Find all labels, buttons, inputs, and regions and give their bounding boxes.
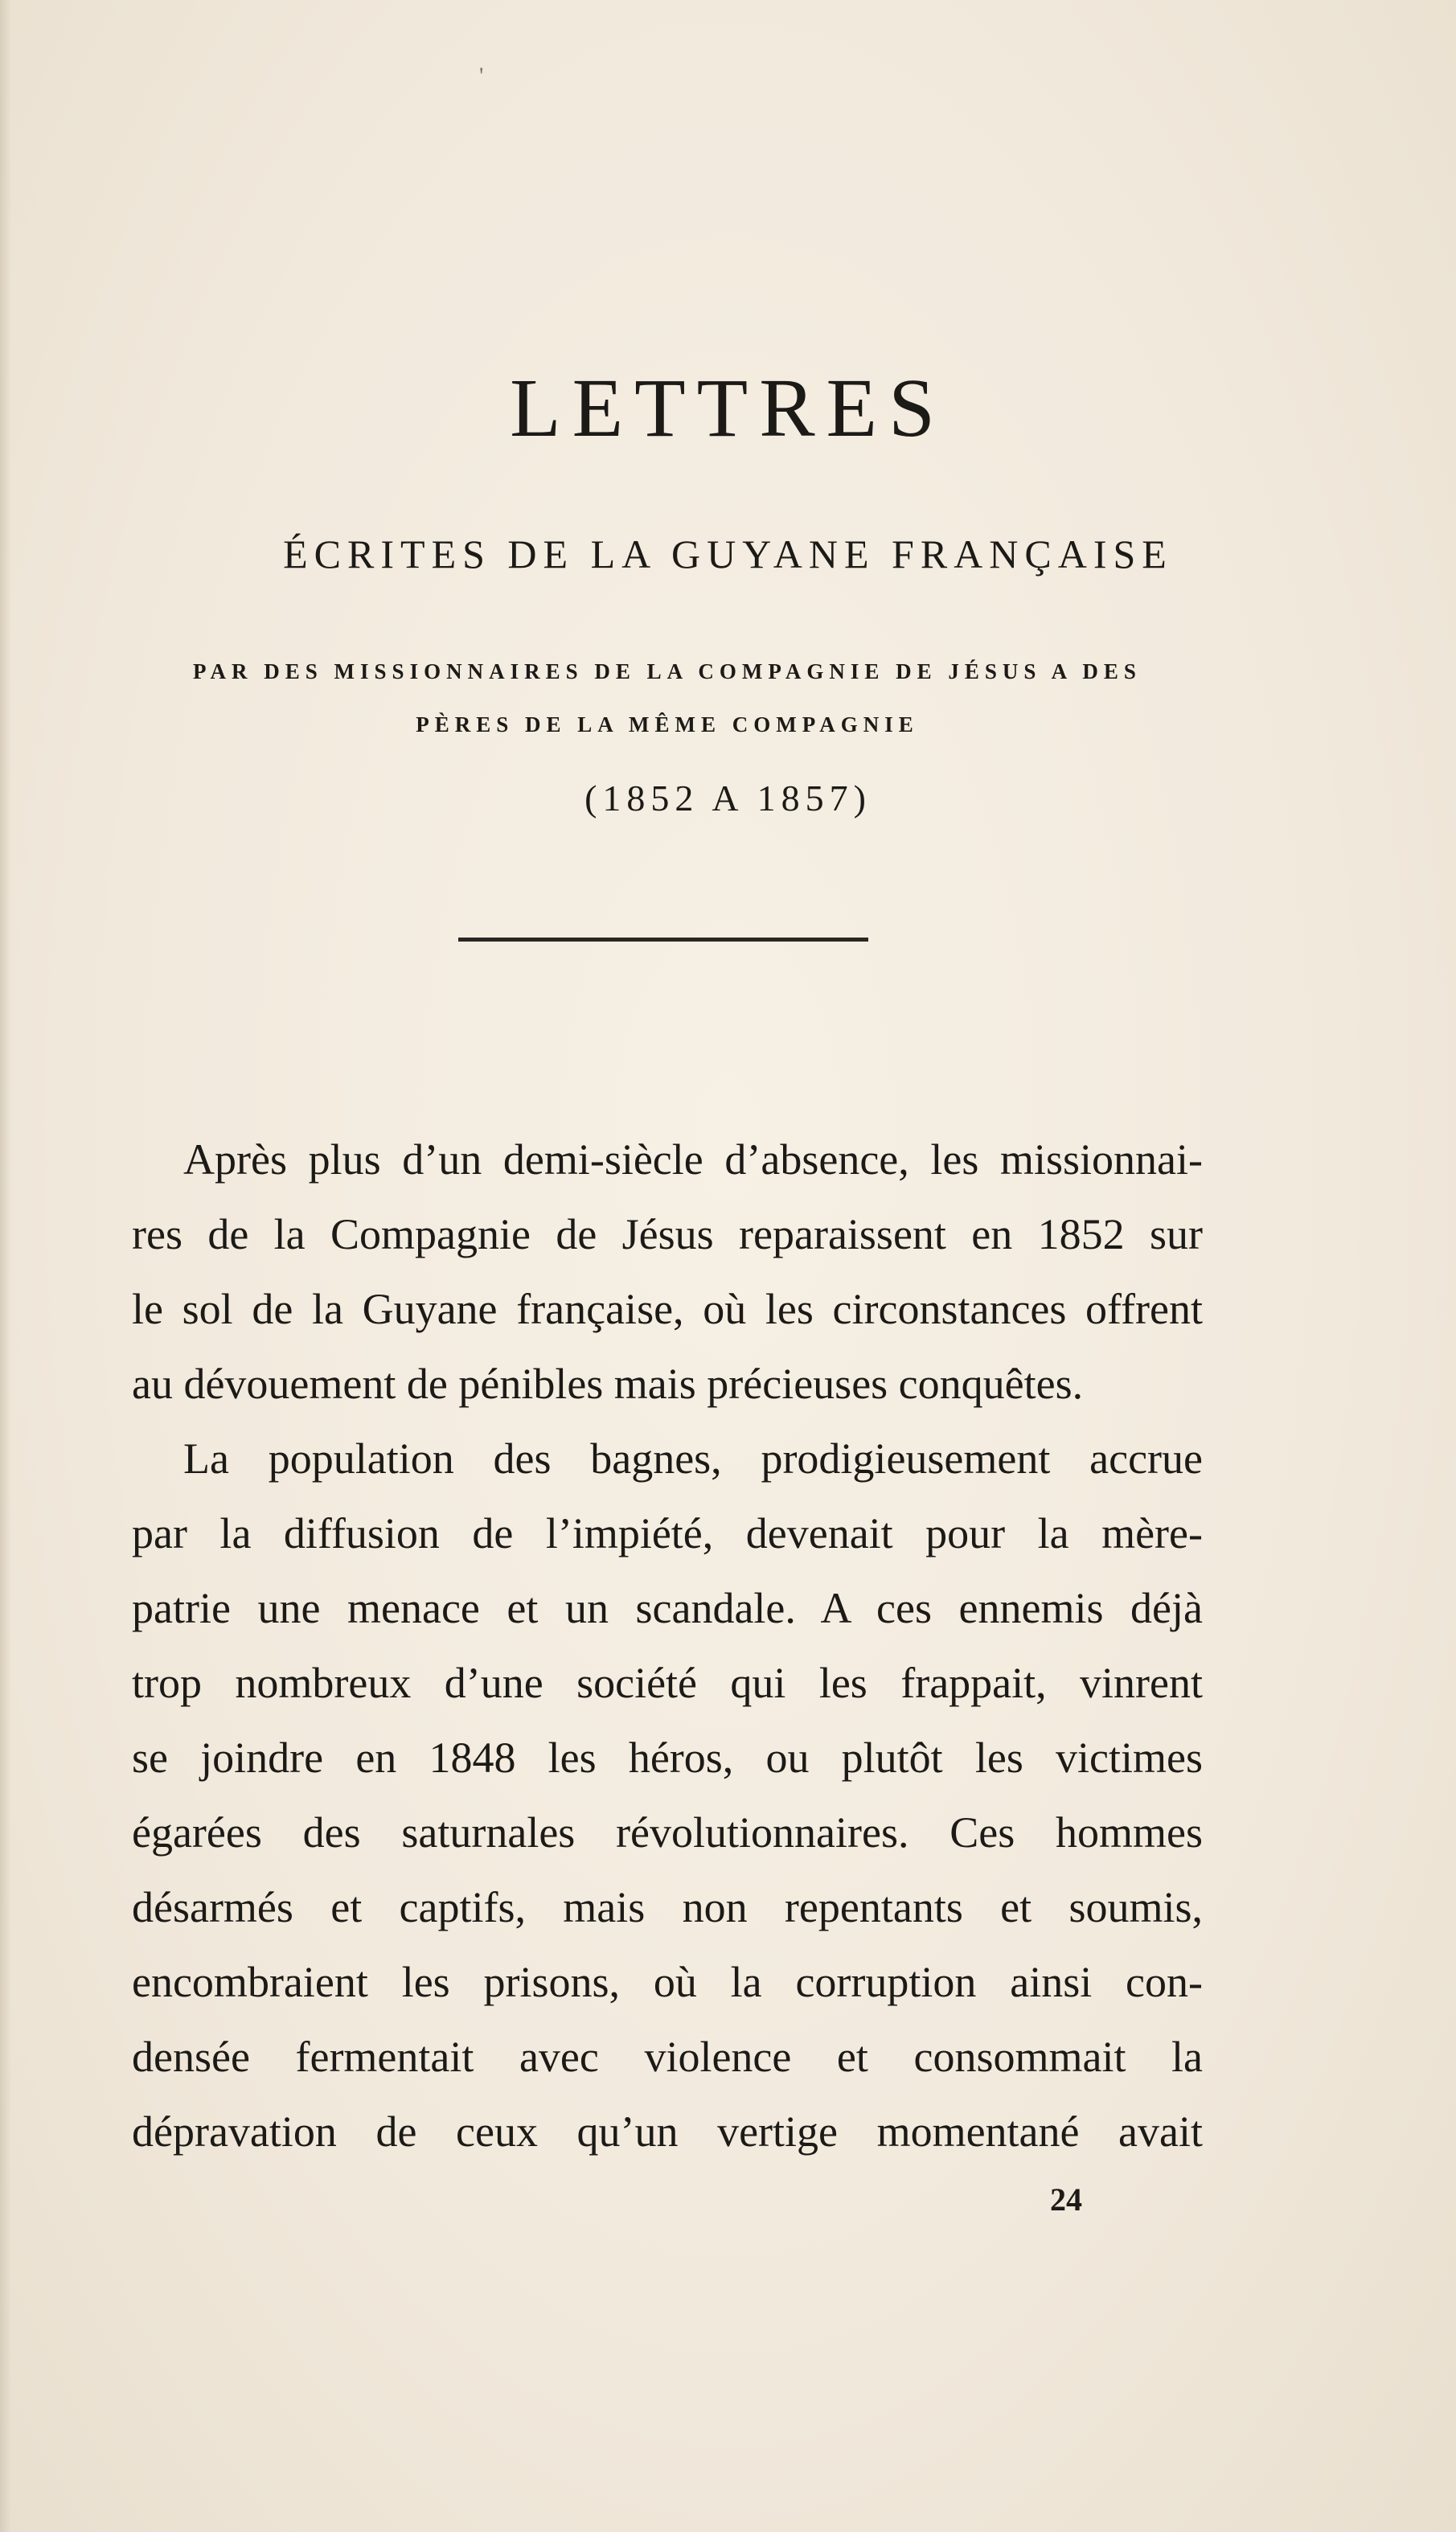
folio-signature: 24 xyxy=(1050,2181,1082,2218)
paper-speck: ' xyxy=(479,63,484,89)
section-divider xyxy=(458,938,868,942)
body-line: Après plus d’un demi-siècle d’absence, les missionnai- xyxy=(183,1135,1203,1184)
body-line: encombraient les prisons, où la corruption ainsi con- xyxy=(132,1958,1203,2006)
body-line: égarées des saturnales révolutionnaires. Ces hommes xyxy=(132,1808,1203,1857)
body-line: densée fermentait avec violence et consommait la xyxy=(132,2033,1203,2081)
byline xyxy=(121,645,1214,751)
body-line: La population des bagnes, prodigieusement accrue xyxy=(183,1434,1203,1483)
body-line: par la diffusion de l’impiété, devenait pour la mère- xyxy=(132,1509,1203,1557)
body-line: res de la Compagnie de Jésus reparaissent en 1852 sur xyxy=(132,1210,1203,1258)
body-line: trop nombreux d’une société qui les frappait, vinrent xyxy=(132,1659,1203,1707)
body-line: le sol de la Guyane française, où les circonstances offrent xyxy=(132,1285,1203,1333)
body-line: se joindre en 1848 les héros, ou plutôt les victimes xyxy=(132,1734,1203,1782)
body-line: patrie une menace et un scandale. A ces ennemis déjà xyxy=(132,1584,1203,1632)
body-line: au dévouement de pénibles mais précieuses conquêtes. xyxy=(132,1360,1084,1408)
body-line: désarmés et captifs, mais non repentants et soumis, xyxy=(132,1883,1203,1931)
date-range: (1852 A 1857) xyxy=(584,778,872,819)
body-paragraphs xyxy=(132,1122,1203,2169)
page-title: LETTRES xyxy=(510,362,946,454)
page-subtitle: ÉCRITES DE LA GUYANE FRANÇAISE xyxy=(283,531,1173,577)
byline-line-1: PAR DES MISSIONNAIRES DE LA COMPAGNIE DE JÉSUS A DES xyxy=(193,659,1142,683)
byline-line-2: PÈRES DE LA MÊME COMPAGNIE xyxy=(416,712,919,737)
body-line: dépravation de ceux qu’un vertige momentané avait xyxy=(132,2107,1203,2156)
